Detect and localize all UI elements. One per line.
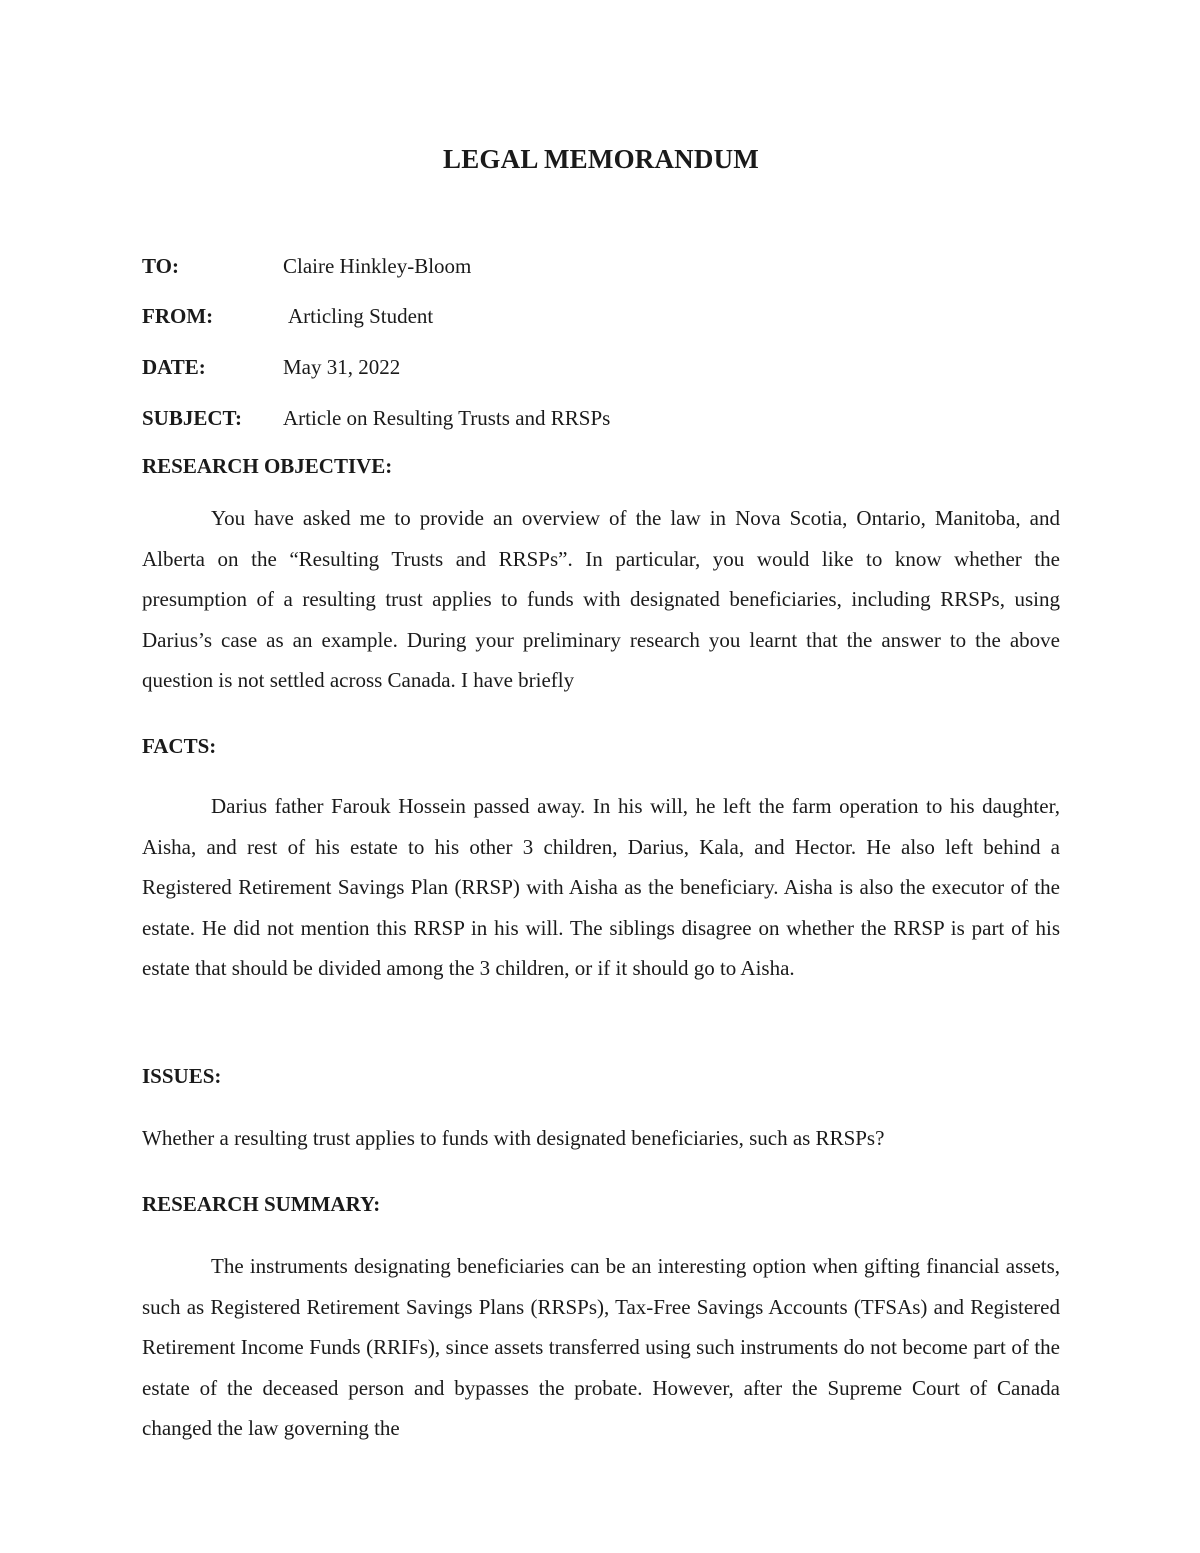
- issues-heading: ISSUES:: [142, 1064, 222, 1088]
- facts-heading: FACTS:: [142, 734, 217, 758]
- facts-body: Darius father Farouk Hossein passed away. In his will, he left the farm operation to his daughter, Aisha, and rest of his estate to his other 3 children, Darius, Kala, and Hector. He also left behind a Registered Retirement Savings Plan (RRSP) with Aisha as the beneficiary. Aisha is also the executor of the estate. He did not mention this RRSP in his will. The siblings disagree on whether the RRSP is part of his estate that should be divided among the 3 children, or if it should go to Aisha.: [142, 794, 1060, 980]
- subject-label: SUBJECT:: [142, 406, 242, 430]
- memo-title: LEGAL MEMORANDUM: [443, 144, 759, 174]
- research-summary-heading: RESEARCH SUMMARY:: [142, 1192, 381, 1216]
- to-label: TO:: [142, 254, 179, 278]
- subject-value: Article on Resulting Trusts and RRSPs: [283, 406, 611, 430]
- research-objective-heading: RESEARCH OBJECTIVE:: [142, 454, 393, 478]
- date-label: DATE:: [142, 355, 206, 379]
- to-value: Claire Hinkley-Bloom: [283, 254, 472, 278]
- from-value: Articling Student: [288, 304, 434, 328]
- from-label: FROM:: [142, 304, 214, 328]
- issues-body: Whether a resulting trust applies to funds with designated beneficiaries, such as RRSPs?: [142, 1126, 885, 1150]
- date-value: May 31, 2022: [283, 355, 401, 379]
- research-objective-body: You have asked me to provide an overview of the law in Nova Scotia, Ontario, Manitoba, and Alberta on the “Resulting Trusts and RRSPs”. In particular, you would like to know whether the presumption of a resulting trust applies to funds with designated beneficiaries, including RRSPs, using Darius’s case as an example. During your preliminary research you learnt that the answer to the above question is not settled across Canada. I have briefly: [142, 506, 1060, 692]
- research-summary-body: The instruments designating beneficiaries can be an interesting option when gifting financial assets, such as Registered Retirement Savings Plans (RRSPs), Tax-Free Savings Accounts (TFSAs) and Registered Retirement Income Funds (RRIFs), since assets transferred using such instruments do not become part of the estate of the deceased person and bypasses the probate. However, after the Supreme Court of Canada changed the law governing the: [142, 1254, 1060, 1440]
